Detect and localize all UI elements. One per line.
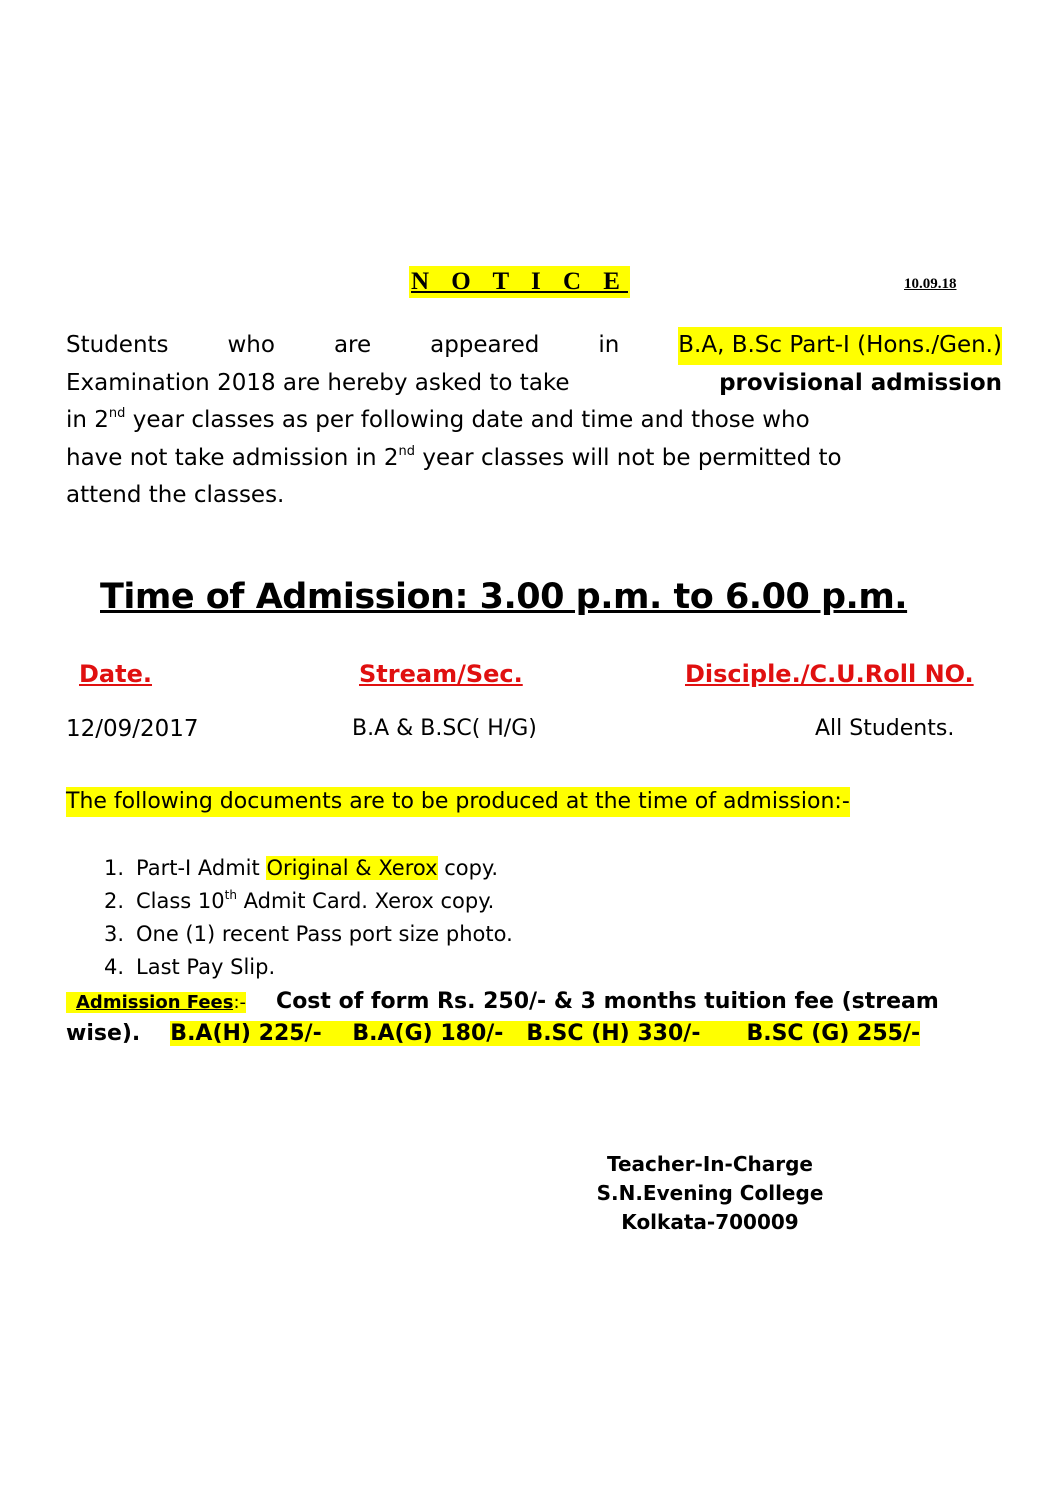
fees-text: wise).	[66, 1021, 141, 1046]
ordinal-sup: nd	[108, 406, 126, 421]
item-text: One (1) recent Pass port size photo.	[136, 922, 513, 946]
item-number: 1.	[104, 856, 125, 880]
notice-title: N O T I C E	[409, 266, 630, 298]
paragraph-line-1	[66, 327, 1002, 365]
paragraph-line-5	[66, 477, 1002, 515]
item-number: 3.	[104, 922, 125, 946]
item-text: Class 10	[136, 889, 225, 913]
paragraph-line-4	[66, 440, 1002, 478]
signature-title: Teacher-In-Charge	[606, 1152, 813, 1176]
item-number: 2.	[104, 889, 125, 913]
documents-list	[104, 852, 513, 984]
item-number: 4.	[104, 955, 125, 979]
paragraph-line-2	[66, 365, 1002, 403]
fees-line-1	[66, 986, 996, 1019]
fee-value: B.A(H) 225/-	[170, 1021, 322, 1046]
list-item	[104, 885, 513, 918]
paragraph-text: in 2	[66, 407, 109, 433]
word: are	[333, 332, 372, 358]
fee-value: B.A(G) 180/-	[352, 1021, 504, 1046]
list-item	[104, 852, 513, 885]
highlighted-course: B.A, B.Sc Part-I (Hons./Gen.)	[678, 327, 1002, 365]
roll-column-header: Disciple./C.U.Roll NO.	[685, 660, 974, 688]
fee-ba-hons	[170, 1021, 352, 1046]
word: appeared	[430, 332, 540, 358]
fees-separator: :-	[233, 992, 247, 1013]
ordinal-sup: th	[224, 888, 237, 902]
fees-text: Cost of form Rs. 250/- & 3 months tuition fee (stream	[276, 989, 939, 1014]
signature-block	[590, 1150, 830, 1237]
item-text: Part-I Admit	[136, 856, 267, 880]
signature-address: Kolkata-700009	[621, 1210, 799, 1234]
paragraph-text: have not take admission in 2	[66, 444, 399, 471]
notice-paragraph	[66, 327, 1002, 515]
signature-college: S.N.Evening College	[596, 1181, 824, 1205]
fee-bsc-hons	[526, 1021, 746, 1046]
word: in	[598, 332, 620, 358]
paragraph-text: attend the classes.	[66, 482, 285, 508]
word: Students	[66, 332, 169, 358]
paragraph-text: year classes will not be permitted to	[415, 444, 842, 471]
fee-value: B.SC (H) 330/-	[526, 1021, 701, 1046]
word: who	[227, 332, 275, 358]
fees-line-2	[66, 1018, 920, 1050]
date-column-header: Date.	[79, 660, 152, 688]
provisional-admission-text: provisional admission	[719, 369, 1002, 396]
item-text: copy.	[437, 856, 499, 880]
paragraph-text: Examination 2018 are hereby asked to take	[66, 369, 570, 396]
notice-date: 10.09.18	[904, 276, 957, 292]
list-item	[104, 951, 513, 984]
item-text: Admit Card. Xerox copy.	[236, 889, 495, 913]
highlighted-text: Original & Xerox	[266, 856, 438, 880]
admission-fees-label: Admission Fees	[66, 992, 233, 1013]
documents-intro: The following documents are to be produced at the time of admission:-	[66, 787, 850, 817]
paragraph-text: year classes as per following date and time and those who	[125, 407, 810, 433]
item-text: Last Pay Slip.	[136, 955, 276, 979]
fee-bsc-gen: B.SC (G) 255/-	[746, 1021, 921, 1046]
admission-date: 12/09/2017	[66, 716, 199, 742]
stream-column-header: Stream/Sec.	[359, 660, 523, 688]
admission-stream: B.A & B.SC( H/G)	[352, 716, 537, 741]
admission-students: All Students.	[815, 716, 955, 741]
ordinal-sup: nd	[398, 443, 416, 459]
list-item	[104, 918, 513, 951]
fee-ba-gen	[352, 1021, 526, 1046]
admission-time-heading: Time of Admission: 3.00 p.m. to 6.00 p.m.	[100, 577, 908, 617]
paragraph-line-3	[66, 402, 1002, 440]
